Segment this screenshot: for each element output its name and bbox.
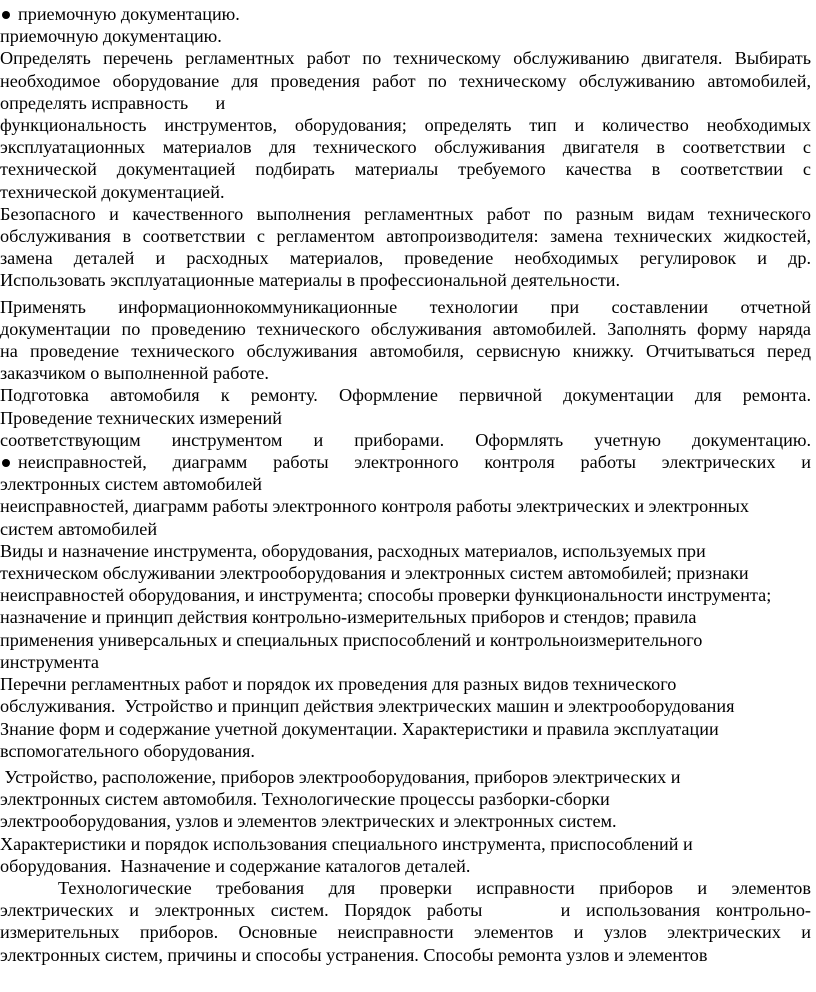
text-line: приемочную документацию. [18, 4, 240, 24]
text-line: Устройство, расположение, приборов электрооборудования, приборов электрических и [0, 766, 681, 787]
text-line: применения универсальных и специальных приспособлений и контрольноизмерительного [0, 629, 703, 650]
text-line: измерительных приборов. Основные неисправности элементов и узлов электрических и [0, 922, 811, 943]
text-line: инструмента [0, 651, 99, 672]
text-line: неисправностей оборудования, и инструмента; способы проверки функциональности инструмента; [0, 585, 772, 606]
text-line: Проведение технических измерений [0, 407, 282, 428]
text-line: эксплуатационных материалов для технического обслуживания двигателя в соответствии с [0, 137, 811, 158]
text-line: Безопасного и качественного выполнения регламентных работ по разным видам технического [0, 203, 811, 224]
text-line: заказчиком о выполненной работе. [0, 363, 269, 384]
text-line: назначение и принцип действия контрольно-измерительных приборов и стендов; правила [0, 607, 697, 628]
text-line: технической документацией подбирать материалы требуемого качества в соответствии с [0, 159, 811, 180]
text-line: необходимое оборудование для проведения работ по техническому обслуживанию автомобилей, [0, 70, 811, 91]
bullet-line [0, 3, 811, 25]
text-line: обслуживания. Устройство и принцип действия электрических машин и электрооборудования [0, 696, 735, 717]
text-line: Виды и назначение инструмента, оборудования, расходных материалов, используемых при [0, 540, 706, 561]
text-line: соответствующим инструментом и приборами. Оформлять учетную документацию. [0, 429, 811, 450]
text-line: Применять информационнокоммуникационные технологии при составлении отчетной [0, 296, 811, 317]
text-line: Технологические требования для проверки исправности приборов и элементов [58, 877, 811, 898]
text-line: Знание форм и содержание учетной документации. Характеристики и правила эксплуатации [0, 718, 719, 739]
text-line: электрооборудования, узлов и элементов электрических и электронных систем. [0, 811, 617, 832]
text-line: определять исправность и [0, 92, 226, 113]
text-line: Использовать эксплуатационные материалы в профессиональной деятельности. [0, 270, 621, 291]
text-line: обслуживания в соответствии с регламентом автопроизводителя: замена технических жидкостей, [0, 226, 811, 247]
bullet-line [0, 451, 811, 473]
text-line: электронных систем автомобилей [0, 474, 262, 495]
text-line: техническом обслуживании электрооборудования и электронных систем автомобилей; признаки [0, 563, 749, 584]
text-line: оборудования. Назначение и содержание каталогов деталей. [0, 855, 471, 876]
text-line: систем автомобилей [0, 518, 158, 539]
text-line: на проведение технического обслуживания автомобиля, сервисную книжку. Отчитываться перед [0, 341, 811, 362]
bullet-icon [2, 459, 10, 467]
text-line: технической документацией. [0, 181, 225, 202]
text-line: неисправностей, диаграмм работы электронного контроля работы электрических и электронных [0, 496, 749, 517]
bullet-icon [2, 11, 10, 19]
text-line: Определять перечень регламентных работ по техническому обслуживанию двигателя. Выбирать [0, 48, 811, 69]
text-line: функциональность инструментов, оборудования; определять тип и количество необходимых [0, 115, 811, 136]
text-line: Характеристики и порядок использования специального инструмента, приспособлений и [0, 833, 693, 854]
document-page [0, 3, 811, 966]
text-line: приемочную документацию. [0, 26, 222, 47]
text-line: электронных систем, причины и способы устранения. Способы ремонта узлов и элементов [0, 944, 708, 965]
text-line: Подготовка автомобиля к ремонту. Оформление первичной документации для ремонта. [0, 385, 811, 406]
text-line: электронных систем автомобиля. Технологические процессы разборки-сборки [0, 789, 610, 810]
text-line: неисправностей, диаграмм работы электронного контроля работы электрических и [18, 452, 811, 473]
text-line: замена деталей и расходных материалов, проведение необходимых регулировок и др. [0, 248, 811, 269]
text-line: вспомогательного оборудования. [0, 740, 255, 761]
text-line: документации по проведению технического обслуживания автомобилей. Заполнять форму наряда [0, 318, 811, 339]
text-line: Перечни регламентных работ и порядок их проведения для разных видов технического [0, 674, 677, 695]
text-line: электрических и электронных систем. Порядок работы и использования контрольно- [0, 900, 811, 921]
